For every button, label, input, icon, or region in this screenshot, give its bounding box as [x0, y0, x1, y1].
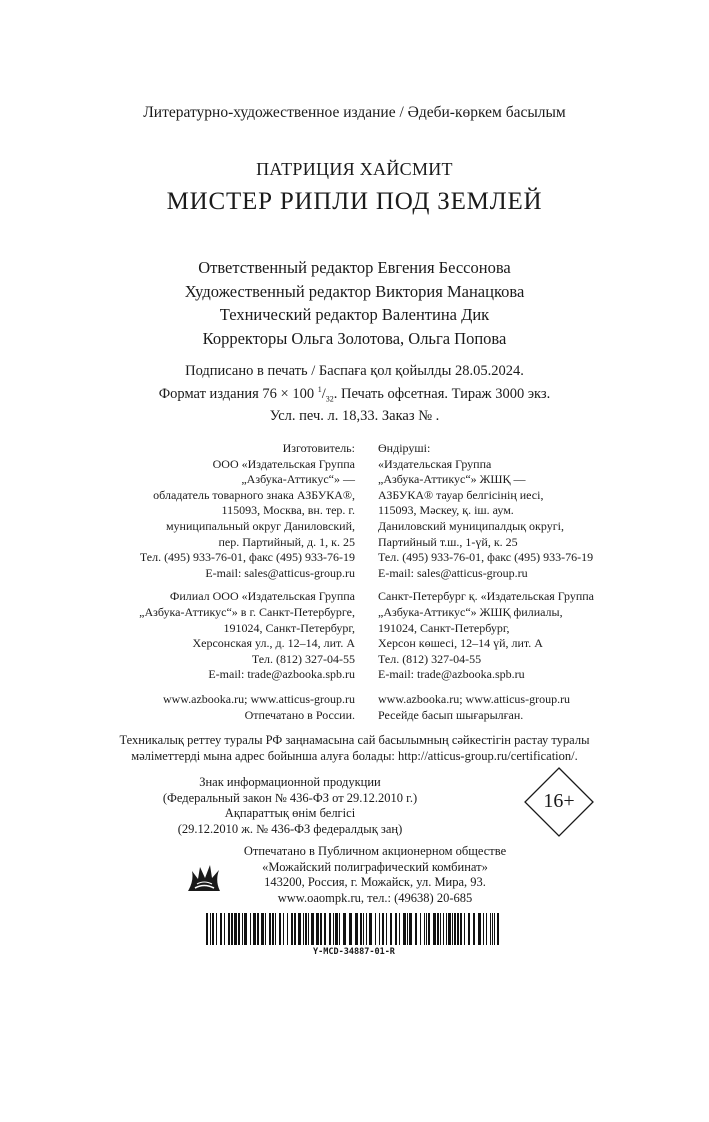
regulation-note: [0, 733, 709, 764]
barcode-bar: [395, 913, 397, 945]
col-line: «Издательская Группа: [378, 456, 492, 471]
printer-info: [210, 844, 540, 906]
col-line: Херсон көшесі, 12–14 үй, лит. А: [378, 636, 543, 651]
barcode-bar: [303, 913, 304, 945]
barcode-bar: [486, 913, 487, 945]
age-rating-badge: [523, 766, 595, 838]
format-denominator: 32: [325, 394, 334, 404]
printer-line: www.oaompk.ru, тел.: (49638) 20-685: [277, 890, 473, 905]
col-line: www.azbooka.ru; www.atticus-group.ru: [162, 691, 355, 706]
barcode-bar: [257, 913, 259, 945]
imprint-format-line: [0, 381, 709, 408]
col-line: Тел. (495) 933-76-01, факс (495) 933-76-19: [378, 550, 594, 565]
col-line: Тел. (812) 327-04-55: [378, 651, 482, 666]
imprint-signed-line: Подписано в печать / Баспаға қол қойылды 28.05.2024.: [185, 363, 524, 379]
col-line: пер. Партийный, д. 1, к. 25: [218, 534, 355, 549]
col-line: ООО «Издательская Группа: [212, 456, 355, 471]
col-line: E-mail: trade@azbooka.spb.ru: [378, 667, 525, 682]
barcode-bar: [265, 913, 266, 945]
format-suffix: . Печать офсетная. Тираж 3000 экз.: [333, 385, 551, 402]
col-line: 191024, Санкт-Петербург,: [223, 620, 355, 635]
info-line: Ақпараттық өнім белгісі: [224, 806, 356, 820]
barcode-bar: [333, 913, 334, 945]
barcode-bar: [261, 913, 264, 945]
col-line: „Азбука-Аттикус“» ЖШҚ —: [378, 472, 526, 487]
barcode-bar: [238, 913, 240, 945]
info-line: (Федеральный закон № 436-ФЗ от 29.12.2010 г.): [162, 790, 418, 805]
barcode-bar: [269, 913, 271, 945]
barcode-bar: [308, 913, 309, 945]
barcode-bar: [206, 913, 208, 945]
barcode-bar: [443, 913, 444, 945]
credit-line: Художественный редактор Виктория Манацкова: [184, 281, 525, 301]
barcode-bar: [490, 913, 491, 945]
barcode-bar: [369, 913, 372, 945]
barcode-bar: [228, 913, 230, 945]
barcode-bar: [275, 913, 276, 945]
barcode-bar: [464, 913, 465, 945]
barcode-bar: [468, 913, 470, 945]
barcode-bar: [231, 913, 233, 945]
barcode-bar: [375, 913, 376, 945]
barcode-bar: [355, 913, 358, 945]
barcode-bar: [492, 913, 493, 945]
col-line: Ресейде басып шығарылған.: [378, 707, 524, 722]
barcode-bar: [212, 913, 214, 945]
col-line: Херсонская ул., д. 12–14, лит. А: [192, 636, 355, 651]
barcode-bar: [234, 913, 237, 945]
barcode-bar: [363, 913, 364, 945]
col-line: „Азбука-Аттикус“» —: [241, 472, 355, 487]
barcode-bar: [386, 913, 387, 945]
col-line: www.azbooka.ru; www.atticus-group.ru: [378, 691, 571, 706]
printer-line: 143200, Россия, г. Можайск, ул. Мира, 93.: [264, 875, 486, 890]
col-line: Отпечатано в России.: [244, 707, 355, 722]
format-prefix: Формат издания 76 × 100: [158, 385, 318, 402]
info-line: (29.12.2010 ж. № 436-ФЗ федералдық заң): [177, 821, 403, 836]
col-line: обладатель товарного знака АЗБУКА®,: [153, 487, 355, 502]
credit-line: Корректоры Ольга Золотова, Ольга Попова: [202, 328, 507, 348]
barcode-bar: [494, 913, 495, 945]
barcode-bar: [478, 913, 481, 945]
book-title: МИСТЕР РИПЛИ ПОД ЗЕМЛЕЙ: [166, 188, 543, 215]
barcode-bar: [220, 913, 222, 945]
barcode-bar: [224, 913, 225, 945]
manufacturer-column-russian: [139, 441, 355, 723]
barcode-bar: [250, 913, 251, 945]
barcode-bar: [390, 913, 392, 945]
info-sign-block: [20, 775, 560, 837]
col-line: Партийный т.ш., 1-үй, к. 25: [378, 534, 518, 549]
barcode-bar: [420, 913, 421, 945]
barcode-bar: [497, 913, 499, 945]
barcode-bar: [415, 913, 417, 945]
barcode-icon: [204, 913, 504, 945]
col-line: „Азбука-Аттикус“» ЖШҚ филиалы,: [378, 604, 563, 619]
barcode-bar: [407, 913, 408, 945]
barcode-bar: [448, 913, 451, 945]
barcode-bar: [349, 913, 352, 945]
age-rating-label: 16+: [543, 790, 575, 812]
barcode-bar: [457, 913, 459, 945]
credits-block: [0, 256, 709, 350]
barcode-bar: [283, 913, 284, 945]
printer-crown-logo-icon: [186, 861, 222, 895]
barcode-bar: [329, 913, 331, 945]
barcode-bar: [446, 913, 447, 945]
barcode-bar: [320, 913, 322, 945]
info-line: Знак информационной продукции: [199, 775, 381, 789]
imprint-order-line: Усл. печ. л. 18,33. Заказ № .: [269, 407, 440, 424]
col-line: E-mail: sales@atticus-group.ru: [205, 565, 355, 580]
credit-line: Ответственный редактор Евгения Бессонова: [198, 258, 511, 277]
col-line: Тел. (812) 327-04-55: [251, 651, 355, 666]
barcode-bar: [426, 913, 427, 945]
barcode-bar: [483, 913, 484, 945]
barcode-bar: [324, 913, 326, 945]
col-line: 115093, Москва, вн. тер. г.: [221, 503, 355, 518]
barcode-bar: [428, 913, 430, 945]
col-line: Санкт-Петербург қ. «Издательская Группа: [378, 589, 594, 604]
barcode-bar: [454, 913, 456, 945]
credit-line: Технический редактор Валентина Дик: [219, 305, 490, 324]
barcode-bar: [298, 913, 301, 945]
barcode-bar: [424, 913, 425, 945]
imprint-block: [0, 363, 709, 425]
col-line: муниципальный округ Даниловский,: [165, 518, 355, 533]
col-line: 191024, Санкт-Петербург,: [378, 620, 510, 635]
barcode-bar: [437, 913, 439, 945]
barcode-bar: [291, 913, 293, 945]
barcode-label: Y-MCD-34887-01-R: [313, 947, 395, 957]
barcode-bar: [452, 913, 453, 945]
barcode-bar: [399, 913, 400, 945]
barcode-bar: [272, 913, 274, 945]
col-line: „Азбука-Аттикус“» в г. Санкт-Петербурге,: [139, 604, 355, 619]
barcode-bar: [210, 913, 211, 945]
barcode-bar: [460, 913, 462, 945]
barcode-bar: [216, 913, 217, 945]
barcode-bar: [305, 913, 307, 945]
barcode-bar: [294, 913, 296, 945]
col-line: Тел. (495) 933-76-01, факс (495) 933-76-19: [139, 550, 355, 565]
regulation-line: Техникалық реттеу туралы РФ заңнамасына сай басылымның сәйкестігін растау туралы: [119, 733, 590, 747]
barcode-bar: [379, 913, 380, 945]
barcode-bar: [473, 913, 475, 945]
format-numerator: 1: [317, 384, 322, 394]
barcode-bar: [409, 913, 412, 945]
col-line: Өндіруші:: [378, 441, 431, 455]
barcode-bar: [403, 913, 406, 945]
col-line: E-mail: trade@azbooka.spb.ru: [208, 667, 355, 682]
barcode-bar: [440, 913, 441, 945]
col-line: Изготовитель:: [282, 441, 355, 455]
barcode-bar: [316, 913, 319, 945]
barcode-bar: [244, 913, 247, 945]
regulation-line: мәліметтерді мына адрес бойынша алуға болады: http://atticus-group.ru/certification/.: [131, 748, 578, 763]
barcode-bar: [242, 913, 243, 945]
col-line: E-mail: sales@atticus-group.ru: [378, 565, 528, 580]
col-line: Филиал ООО «Издательская Группа: [169, 589, 355, 604]
col-line: 115093, Мәскеу, қ. іш. аум.: [378, 503, 514, 518]
barcode-bar: [343, 913, 346, 945]
col-line: Даниловский муниципалдық округі,: [378, 518, 564, 533]
barcode-bar: [287, 913, 288, 945]
barcode-bar: [382, 913, 384, 945]
barcode-bar: [433, 913, 436, 945]
barcode-bar: [253, 913, 256, 945]
barcode-bar: [279, 913, 281, 945]
barcode-bar: [366, 913, 367, 945]
barcode-bar: [360, 913, 362, 945]
author-name: ПАТРИЦИЯ ХАЙСМИТ: [256, 159, 453, 179]
barcode-bar: [339, 913, 340, 945]
barcode-bar: [311, 913, 314, 945]
printer-line: «Можайский полиграфический комбинат»: [262, 859, 488, 874]
printer-line: Отпечатано в Публичном акционерном обществе: [243, 844, 507, 858]
col-line: АЗБУКА® тауар белгісінің иесі,: [378, 487, 544, 502]
manufacturer-column-kazakh: [378, 441, 594, 723]
series-line: Литературно-художественное издание / Әдеби-көркем басылым: [143, 104, 566, 121]
barcode-bar: [335, 913, 338, 945]
format-slash: /: [321, 385, 326, 402]
